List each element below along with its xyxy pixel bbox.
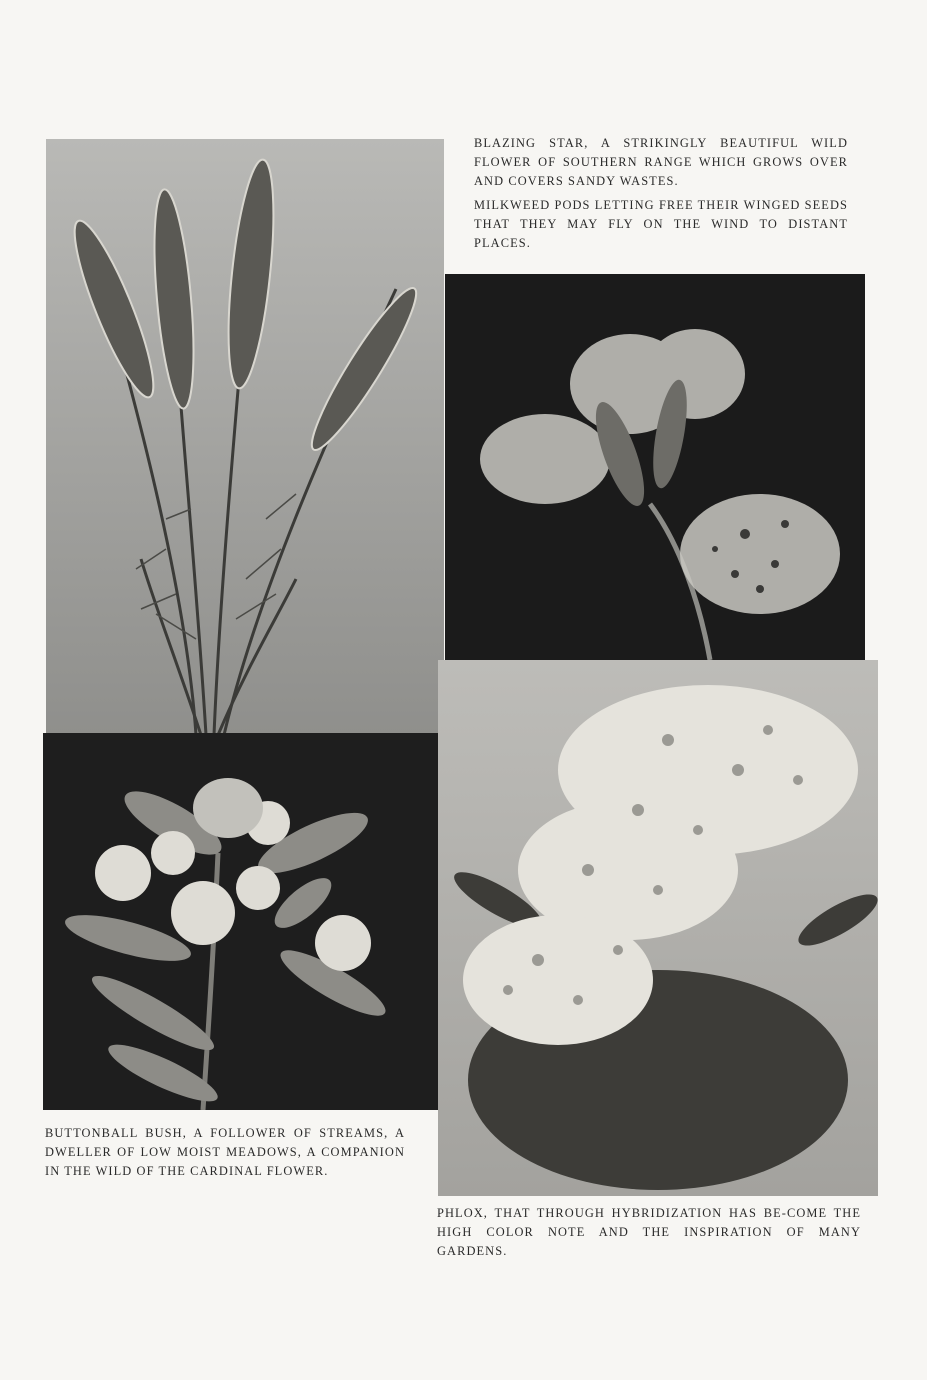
phlox-caption: PHLOX, THAT THROUGH HYBRIDIZATION HAS BE-COME THE HIGH COLOR NOTE AND THE INSPIRATION OF MANY GARDENS. [437,1206,861,1258]
buttonball-bush-photo [43,733,441,1110]
milkweed-caption: MILKWEED PODS LETTING FREE THEIR WINGED SEEDS THAT THEY MAY FLY ON THE WIND TO DISTANT PLACES. [474,198,848,250]
blazing-star-caption: BLAZING STAR, A STRIKINGLY BEAUTIFUL WILD FLOWER OF SOUTHERN RANGE WHICH GROWS OVER AND COVERS SANDY WASTES. [474,136,848,188]
blazing-star-photo [46,139,444,735]
phlox-photo [438,660,878,1196]
milkweed-pods-photo [445,274,865,660]
buttonball-caption: BUTTONBALL BUSH, A FOLLOWER OF STREAMS, A DWELLER OF LOW MOIST MEADOWS, A COMPANION IN THE WILD OF THE CARDINAL FLOWER. [45,1126,405,1178]
